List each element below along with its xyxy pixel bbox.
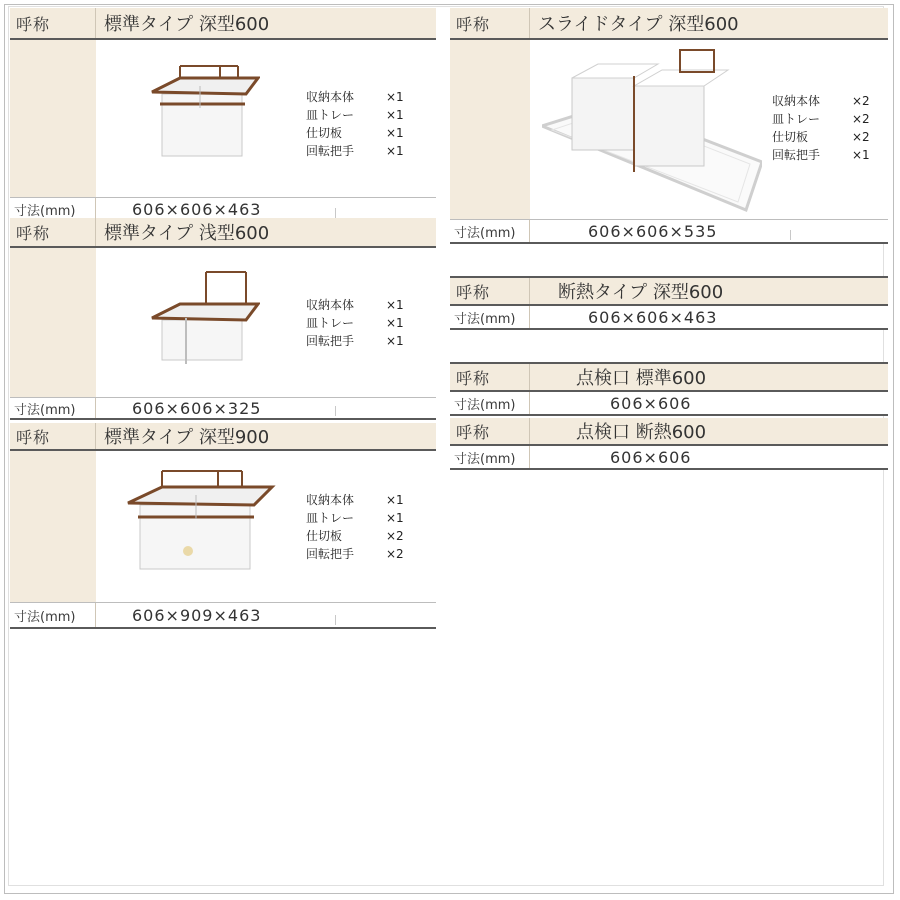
parts-item bbox=[306, 296, 410, 314]
size-row bbox=[10, 603, 436, 629]
product-title: 断熱タイプ 深型600 bbox=[558, 282, 724, 303]
parts-item bbox=[306, 106, 410, 124]
product-title: 点検口 標準600 bbox=[576, 368, 707, 389]
part-name: 回転把手 bbox=[306, 547, 355, 561]
parts-item bbox=[306, 314, 410, 332]
part-qty: ×2 bbox=[852, 130, 870, 144]
size-value: 606×606 bbox=[610, 393, 692, 413]
product-title: 標準タイプ 浅型600 bbox=[104, 223, 270, 244]
inspection-insulated-600 bbox=[450, 418, 888, 472]
part-name: 皿トレー bbox=[306, 108, 355, 122]
parts-item bbox=[306, 491, 410, 509]
product-title: 点検口 断熱600 bbox=[576, 422, 707, 443]
part-name: 皿トレー bbox=[306, 316, 355, 330]
inspection-standard-600 bbox=[450, 362, 888, 418]
part-name: 収納本体 bbox=[306, 90, 355, 104]
parts-item bbox=[306, 545, 410, 563]
part-qty: ×2 bbox=[386, 547, 404, 561]
parts-item bbox=[306, 124, 410, 142]
parts-item bbox=[772, 128, 876, 146]
product-slide-deep-600 bbox=[450, 8, 888, 244]
image-row bbox=[10, 248, 436, 398]
parts-item bbox=[306, 509, 410, 527]
size-label: 寸法(mm) bbox=[10, 198, 96, 220]
parts-item bbox=[772, 92, 876, 110]
size-label: 寸法(mm) bbox=[450, 446, 530, 468]
parts-list bbox=[306, 296, 410, 350]
name-row bbox=[10, 218, 436, 248]
image-label-cell bbox=[450, 40, 530, 219]
parts-list bbox=[772, 92, 876, 164]
size-row bbox=[450, 392, 888, 416]
product-title: 標準タイプ 深型900 bbox=[104, 427, 270, 448]
name-label: 呼称 bbox=[450, 8, 530, 38]
part-name: 仕切板 bbox=[772, 130, 809, 144]
storage-box-image bbox=[126, 467, 276, 577]
part-name: 皿トレー bbox=[772, 112, 821, 126]
parts-list bbox=[306, 88, 410, 160]
part-name: 回転把手 bbox=[306, 334, 355, 348]
part-qty: ×1 bbox=[852, 148, 870, 162]
parts-item bbox=[772, 146, 876, 164]
size-row bbox=[10, 398, 436, 420]
size-value: 606×606×463 bbox=[588, 307, 718, 327]
part-qty: ×1 bbox=[386, 90, 404, 104]
image-row bbox=[450, 40, 888, 220]
product-title: 標準タイプ 深型600 bbox=[104, 14, 270, 35]
part-name: 回転把手 bbox=[306, 144, 355, 158]
part-name: 収納本体 bbox=[772, 94, 821, 108]
name-row bbox=[450, 8, 888, 40]
part-qty: ×2 bbox=[852, 94, 870, 108]
product-image-area bbox=[96, 40, 436, 197]
size-label: 寸法(mm) bbox=[450, 392, 530, 414]
image-label-cell bbox=[10, 248, 96, 397]
name-label: 呼称 bbox=[10, 218, 96, 246]
storage-box-image bbox=[150, 268, 260, 368]
size-row bbox=[450, 220, 888, 244]
size-value: 606×606×535 bbox=[588, 221, 718, 241]
name-label: 呼称 bbox=[450, 364, 530, 390]
product-image-area bbox=[96, 451, 436, 602]
divider-tick bbox=[335, 406, 336, 416]
part-qty: ×1 bbox=[386, 511, 404, 525]
size-value: 606×606×463 bbox=[132, 199, 262, 219]
image-row bbox=[10, 40, 436, 198]
part-qty: ×1 bbox=[386, 298, 404, 312]
part-name: 収納本体 bbox=[306, 298, 355, 312]
name-row bbox=[10, 423, 436, 451]
name-row bbox=[450, 418, 888, 446]
part-qty: ×1 bbox=[386, 144, 404, 158]
parts-item bbox=[772, 110, 876, 128]
divider-tick bbox=[335, 208, 336, 218]
part-name: 仕切板 bbox=[306, 126, 343, 140]
part-qty: ×1 bbox=[386, 316, 404, 330]
image-row bbox=[10, 451, 436, 603]
part-qty: ×1 bbox=[386, 334, 404, 348]
part-name: 皿トレー bbox=[306, 511, 355, 525]
size-value: 606×606×325 bbox=[132, 398, 262, 418]
name-row bbox=[450, 276, 888, 306]
name-label: 呼称 bbox=[450, 418, 530, 444]
parts-item bbox=[306, 332, 410, 350]
part-qty: ×1 bbox=[386, 493, 404, 507]
product-standard-shallow-600 bbox=[10, 218, 436, 423]
image-label-cell bbox=[10, 40, 96, 197]
divider-tick bbox=[790, 230, 791, 240]
product-image-area bbox=[530, 40, 888, 219]
size-label: 寸法(mm) bbox=[450, 220, 530, 242]
name-row bbox=[450, 362, 888, 392]
divider-tick bbox=[335, 615, 336, 625]
part-name: 回転把手 bbox=[772, 148, 821, 162]
product-standard-deep-600 bbox=[10, 8, 436, 218]
product-standard-deep-900 bbox=[10, 423, 436, 631]
size-row bbox=[450, 446, 888, 470]
part-qty: ×2 bbox=[852, 112, 870, 126]
size-label: 寸法(mm) bbox=[10, 398, 96, 418]
slide-storage-image bbox=[542, 46, 762, 216]
parts-item bbox=[306, 88, 410, 106]
size-label: 寸法(mm) bbox=[10, 603, 96, 627]
part-qty: ×2 bbox=[386, 529, 404, 543]
parts-item bbox=[306, 142, 410, 160]
part-qty: ×1 bbox=[386, 126, 404, 140]
size-value: 606×606 bbox=[610, 447, 692, 467]
part-name: 仕切板 bbox=[306, 529, 343, 543]
size-value: 606×909×463 bbox=[132, 605, 262, 625]
name-row bbox=[10, 8, 436, 40]
name-label: 呼称 bbox=[450, 278, 530, 304]
name-label: 呼称 bbox=[10, 423, 96, 449]
part-name: 収納本体 bbox=[306, 493, 355, 507]
image-label-cell bbox=[10, 451, 96, 602]
product-insulated-deep-600 bbox=[450, 276, 888, 332]
part-qty: ×1 bbox=[386, 108, 404, 122]
parts-item bbox=[306, 527, 410, 545]
storage-box-image bbox=[150, 64, 260, 164]
parts-list bbox=[306, 491, 410, 563]
size-row bbox=[450, 306, 888, 330]
product-image-area bbox=[96, 248, 436, 397]
product-title: スライドタイプ 深型600 bbox=[538, 14, 739, 35]
name-label: 呼称 bbox=[10, 8, 96, 38]
size-label: 寸法(mm) bbox=[450, 306, 530, 328]
